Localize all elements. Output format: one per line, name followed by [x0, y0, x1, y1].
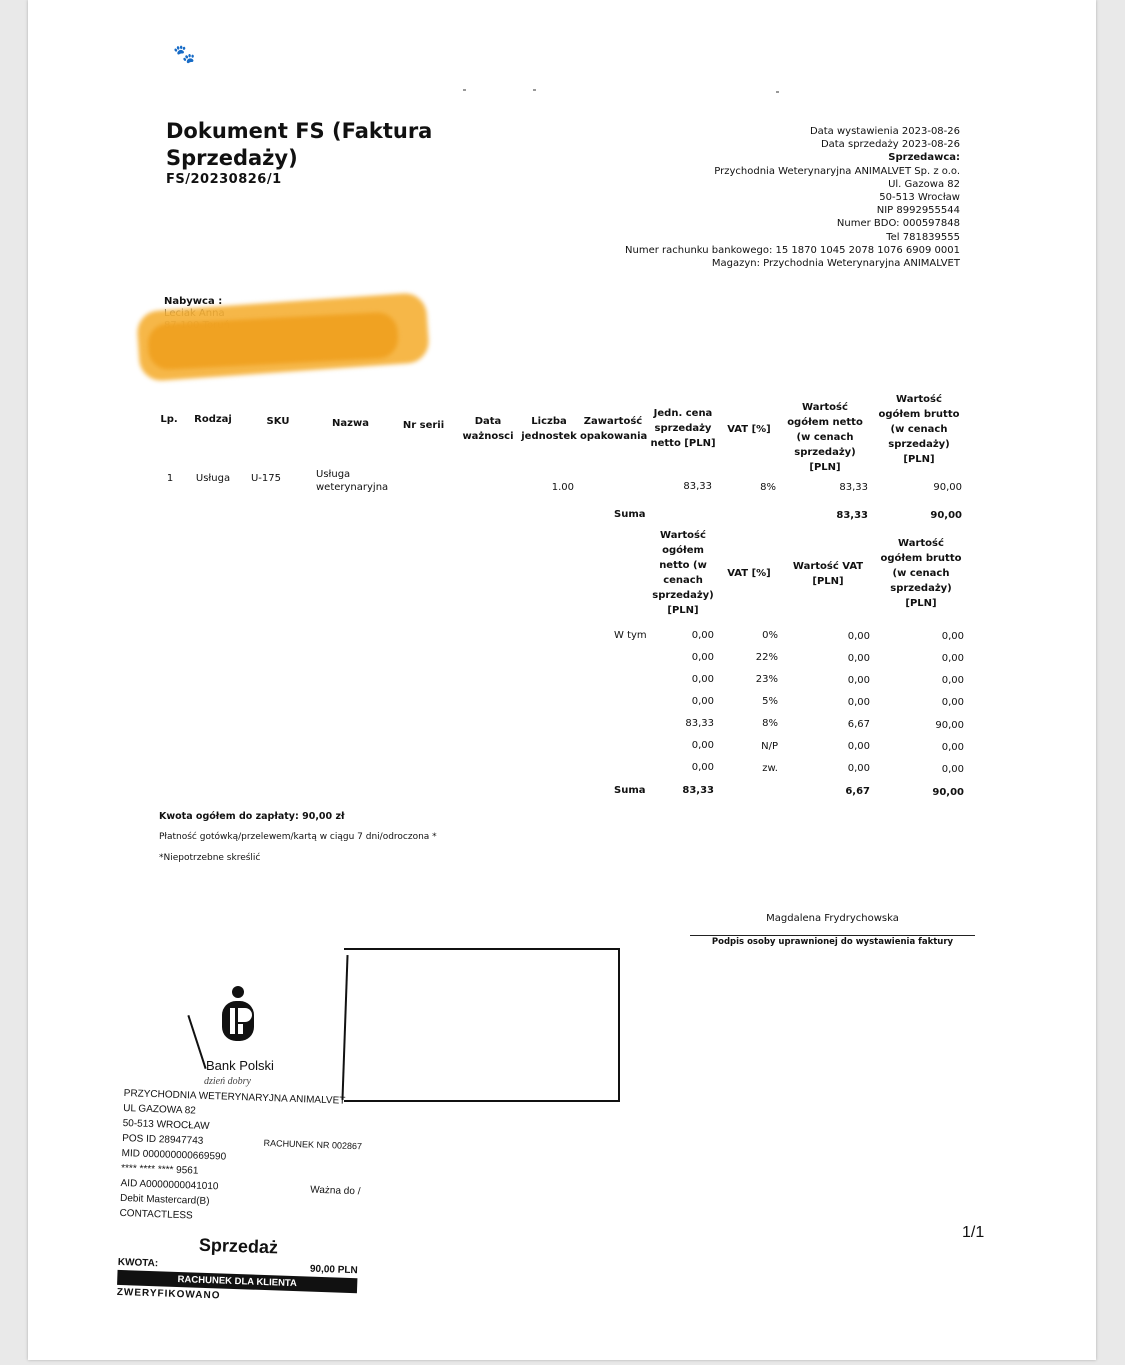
invoice-page [28, 0, 1096, 1360]
scan-speck [463, 89, 466, 91]
items-sum-brutto: 90,00 [930, 510, 962, 521]
scan-speck [776, 91, 779, 93]
vat-cell-brutto: 90,00 [935, 720, 964, 731]
bank-name: Bank Polski [206, 1058, 274, 1073]
receipt-mode: CONTACTLESS [119, 1207, 193, 1222]
vat-cell-rate: zw. [762, 763, 778, 774]
vat-cell-brutto: 0,00 [941, 742, 964, 753]
cell-lp: 1 [166, 473, 174, 484]
vat-cell-brutto: 0,00 [941, 653, 964, 664]
col-header-nazwa: Nazwa [332, 418, 369, 429]
vat-cell-value: 6,67 [847, 719, 870, 730]
col-header-brutto: Wartość ogółem brutto (w cenach sprzedaży) [PLN] [878, 394, 960, 465]
payment-terms: Płatność gotówką/przelewem/kartą w ciągu 7 dni/odroczona * [159, 832, 437, 842]
cell-sku: U-175 [250, 473, 281, 484]
col-header-lp: Lp. [160, 414, 178, 425]
vat-cell-value: 0,00 [847, 697, 870, 708]
col-header-liczba-jednostek: Liczba jednostek [521, 416, 577, 442]
receipt-sale: Sprzedaż [198, 1234, 279, 1258]
receipt-valid: Ważna do / [310, 1184, 361, 1198]
seller-warehouse: Magazyn: Przychodnia Weterynaryjna ANIMALVET [711, 258, 960, 270]
sale-date: Data sprzedaży 2023-08-26 [820, 139, 960, 151]
receipt-aid: AID A0000000041010 [120, 1177, 219, 1193]
vat-cell-netto: 83,33 [685, 718, 714, 729]
page-number: 1/1 [962, 1224, 985, 1241]
vat-cell-brutto: 0,00 [941, 675, 964, 686]
vat-cell-value: 0,00 [847, 741, 870, 752]
receipt-client-copy: RACHUNEK DLA KLIENTA [117, 1270, 357, 1293]
vat-cell-brutto: 0,00 [941, 764, 964, 775]
vat-header-value: Wartość VAT [PLN] [792, 561, 864, 587]
seller-bdo: Numer BDO: 000597848 [836, 218, 960, 230]
receipt-amount-label: KWOTA: [117, 1256, 159, 1270]
bank-slogan: dzień dobry [204, 1076, 251, 1087]
seller-company: Przychodnia Weterynaryjna ANIMALVET Sp. z o.o. [714, 165, 960, 177]
cell-vat: 8% [760, 482, 776, 493]
vat-cell-rate: 23% [755, 674, 778, 685]
vat-sum-value: 6,67 [845, 786, 870, 797]
vat-cell-rate: 5% [762, 696, 778, 707]
cell-brutto: 90,00 [933, 482, 962, 493]
vat-cell-value: 0,00 [847, 675, 870, 686]
pko-logo-icon [216, 984, 260, 1050]
receipt-frame [344, 948, 620, 1102]
col-header-data-waznosci: Data ważnosci [462, 416, 514, 442]
vat-cell-value: 0,00 [847, 763, 870, 774]
cell-cena: 83,33 [683, 481, 712, 492]
vat-header-netto: Wartość ogółem netto (w cenach sprzedaży) [PLN] [652, 530, 714, 616]
col-header-zawartosc: Zawartość opakowania [580, 416, 648, 442]
col-header-netto: Wartość ogółem netto (w cenach sprzedaży) [PLN] [787, 402, 863, 473]
receipt-card: **** **** **** 9561 [120, 1162, 199, 1177]
col-header-vat: VAT [%] [727, 424, 771, 435]
scan-mark [187, 1015, 206, 1069]
document-title: Dokument FS (Faktura Sprzedaży) [166, 119, 433, 170]
buyer-label: Nabywca : [164, 296, 223, 307]
seller-city: 50-513 Wrocław [879, 192, 960, 204]
col-header-cena: Jedn. cena sprzedaży netto [PLN] [650, 408, 716, 449]
paw-logo-icon: 🐾 [173, 44, 196, 65]
vat-sum-netto: 83,33 [682, 785, 714, 796]
vat-cell-rate: N/P [761, 741, 778, 752]
vat-cell-brutto: 0,00 [941, 631, 964, 642]
receipt-mid: MID 000000000669590 [121, 1147, 227, 1163]
seller-account: Numer rachunku bankowego: 15 1870 1045 2078 1076 6909 0001 [625, 244, 960, 256]
card-receipt [117, 1086, 364, 1308]
seller-nip: NIP 8992955544 [876, 205, 960, 217]
vat-cell-netto: 0,00 [691, 696, 714, 707]
cell-liczba: 1.00 [551, 482, 574, 493]
signature-caption: Podpis osoby uprawnionej do wystawienia faktury [711, 937, 954, 947]
seller-label: Sprzedawca: [888, 152, 960, 164]
seller-street: Ul. Gazowa 82 [888, 178, 960, 190]
issue-date: Data wystawienia 2023-08-26 [809, 126, 960, 137]
receipt-amount: 90,00 PLN [309, 1263, 358, 1277]
scan-speck [533, 89, 536, 91]
vat-cell-netto: 0,00 [691, 740, 714, 751]
vat-cell-rate: 0% [762, 630, 778, 641]
footnote: *Niepotrzebne skreślić [159, 853, 261, 863]
vat-cell-rate: 22% [755, 652, 778, 663]
seller-tel: Tel 781839555 [886, 231, 960, 243]
items-sum-netto: 83,33 [836, 510, 868, 521]
vat-cell-brutto: 0,00 [941, 697, 964, 708]
signature-line [690, 935, 975, 936]
seller-block [625, 125, 960, 270]
vat-cell-value: 0,00 [847, 631, 870, 642]
cell-rodzaj: Usługa [195, 473, 231, 484]
signer-name: Magdalena Frydrychowska [766, 913, 899, 924]
w-tym-label: W tym [614, 630, 647, 641]
document-number: FS/20230826/1 [166, 172, 282, 187]
vat-sum-label: Suma [614, 785, 646, 796]
receipt-pos-id: POS ID 28947743 [121, 1132, 204, 1147]
vat-cell-rate: 8% [762, 718, 778, 729]
vat-cell-value: 0,00 [847, 653, 870, 664]
vat-header-rate: VAT [%] [727, 568, 771, 579]
col-header-nr-serii: Nr serii [402, 420, 445, 431]
vat-cell-netto: 0,00 [691, 762, 714, 773]
vat-cell-netto: 0,00 [691, 630, 714, 641]
cell-netto: 83,33 [839, 482, 868, 493]
cell-nazwa: Usługa weterynaryjna [316, 469, 389, 493]
vat-cell-netto: 0,00 [691, 674, 714, 685]
receipt-number: RACHUNEK NR 002867 [263, 1137, 363, 1152]
vat-cell-netto: 0,00 [691, 652, 714, 663]
col-header-sku: SKU [266, 416, 290, 427]
items-sum-label: Suma [614, 509, 646, 520]
receipt-line: 50-513 WROCŁAW [122, 1117, 210, 1133]
vat-sum-brutto: 90,00 [932, 787, 964, 798]
total-due: Kwota ogółem do zapłaty: 90,00 zł [159, 811, 345, 822]
receipt-card-type: Debit Mastercard(B) [119, 1192, 210, 1208]
vat-header-brutto: Wartość ogółem brutto (w cenach sprzedaży) [PLN] [880, 538, 962, 609]
receipt-line: PRZYCHODNIA WETERYNARYJNA ANIMALVET [123, 1087, 346, 1107]
receipt-verified: ZWERYFIKOWANO [116, 1286, 221, 1302]
receipt-line: UL GAZOWA 82 [123, 1102, 196, 1117]
col-header-rodzaj: Rodzaj [194, 414, 232, 425]
